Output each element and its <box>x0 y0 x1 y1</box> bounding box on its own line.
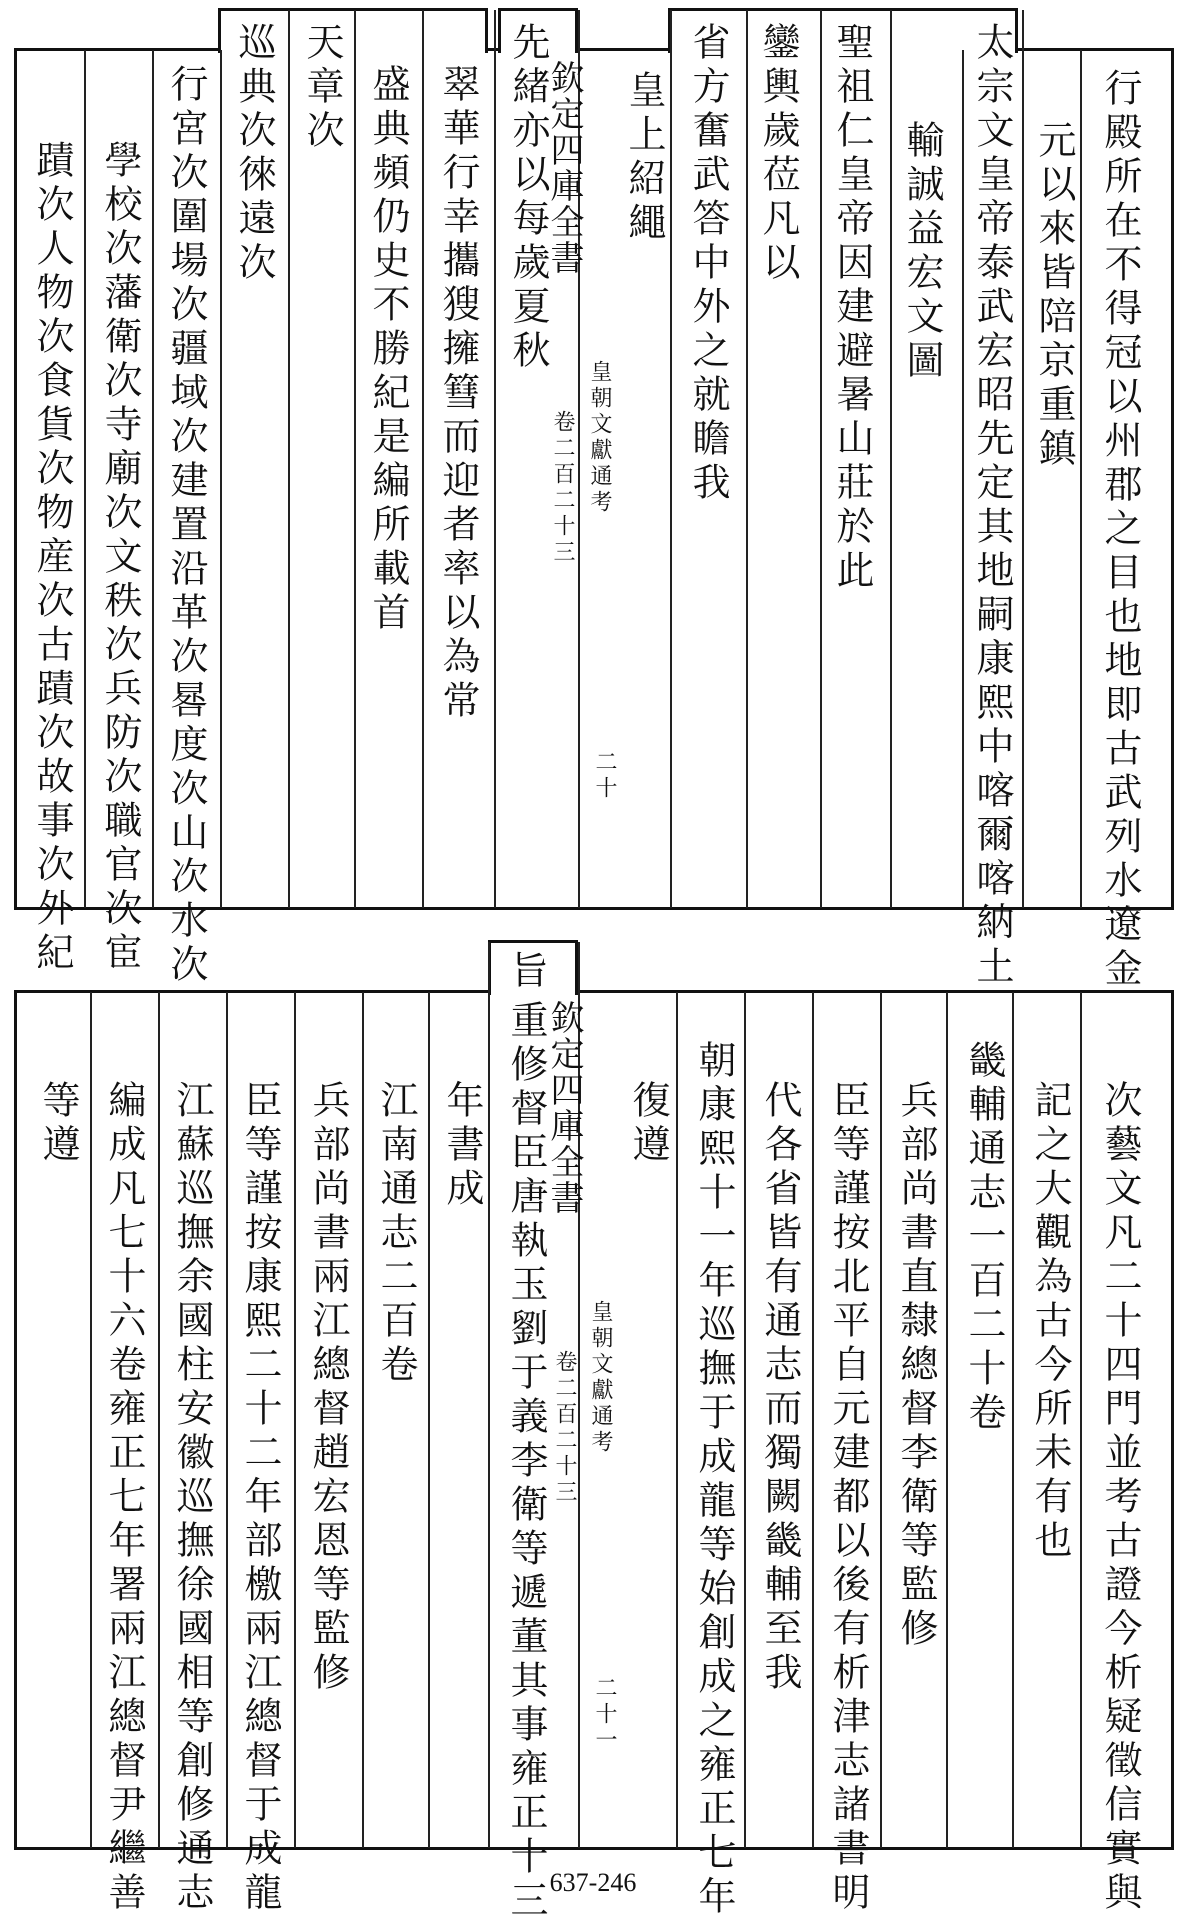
text-column: 聖祖仁皇帝因建避暑山莊於此 <box>830 22 874 594</box>
rule <box>226 992 228 1848</box>
text-column: 先緒亦以每歲夏秋 <box>506 22 550 374</box>
text-column: 江蘇巡撫余國柱安徽巡撫徐國相等創修通志 <box>170 1080 214 1916</box>
side-title: 皇朝文獻通考 <box>588 1300 613 1456</box>
rule <box>820 10 822 908</box>
rule <box>158 992 160 1848</box>
rule <box>744 992 746 1848</box>
rule <box>1012 992 1014 1848</box>
text-column: 編成凡七十六卷雍正七年署兩江總督尹繼善 <box>102 1080 146 1916</box>
text-column: 輸誠益宏文圖 <box>900 120 944 384</box>
rule <box>1080 50 1082 908</box>
rule <box>670 10 672 908</box>
text-column: 翠華行幸攜獀擁篲而迎者率以為常 <box>436 64 480 724</box>
page-footer-number: 637-246 <box>549 1868 637 1897</box>
rule <box>1022 10 1024 908</box>
side-page-number: 二十一 <box>592 1676 617 1754</box>
rule <box>90 992 92 1848</box>
text-column: 學校次藩衛次寺廟次文秩次兵防次職官次宦 <box>98 140 142 976</box>
rule <box>362 992 364 1848</box>
text-column: 省方奮武答中外之就瞻我 <box>686 22 730 506</box>
text-column: 年書成 <box>440 1080 484 1212</box>
text-column: 兵部尚書直隸總督李衛等監修 <box>894 1080 938 1652</box>
rule <box>152 50 154 908</box>
text-column: 畿輔通志一百二十卷 <box>962 1040 1006 1436</box>
rule <box>1080 992 1082 1848</box>
rule <box>294 992 296 1848</box>
rule <box>84 50 86 908</box>
text-column: 蹟次人物次食貨次物産次古蹟次故事次外紀 <box>30 140 74 976</box>
side-title: 皇朝文獻通考 <box>587 360 612 516</box>
rule <box>676 992 678 1848</box>
text-column: 江南通志二百卷 <box>374 1080 418 1388</box>
text-column: 行殿所在不得冠以州郡之目也地即古武列水遼金 <box>1098 68 1142 992</box>
text-column: 皇上紹繩 <box>622 70 666 246</box>
text-column: 元以來皆陪京重鎮 <box>1032 120 1076 472</box>
rule <box>962 50 964 908</box>
book-header: 欽定四庫全書 <box>544 1000 584 1216</box>
rule <box>288 10 290 908</box>
text-column: 次藝文凡二十四門並考古證今析疑徵信實與 <box>1098 1080 1142 1916</box>
text-column: 天章次 <box>300 22 344 154</box>
side-page-number: 二十 <box>592 750 617 802</box>
rule <box>946 992 948 1848</box>
text-column: 鑾輿歲莅凡以 <box>756 22 800 286</box>
text-column: 巡典次徠遠次 <box>232 22 276 286</box>
text-column: 朝康熙十一年巡撫于成龍等始創成之雍正七年 <box>692 1040 736 1920</box>
text-column: 旨 <box>504 950 548 994</box>
text-column: 兵部尚書兩江總督趙宏恩等監修 <box>306 1080 350 1696</box>
text-column: 太宗文皇帝泰武宏昭先定其地嗣康熙中喀爾喀納土 <box>970 22 1014 990</box>
rule <box>812 992 814 1848</box>
side-volume: 卷二百二十三 <box>552 1350 577 1506</box>
rule <box>354 10 356 908</box>
rule <box>428 992 430 1848</box>
text-column: 記之大觀為古今所未有也 <box>1028 1080 1072 1564</box>
text-column: 復遵 <box>626 1080 670 1168</box>
rule <box>746 10 748 908</box>
text-column: 代各省皆有通志而獨闕畿輔至我 <box>758 1080 802 1696</box>
rule <box>488 942 490 1848</box>
side-volume: 卷二百二十三 <box>550 410 575 566</box>
rule <box>880 992 882 1848</box>
text-column: 盛典頻仍史不勝紀是編所載首 <box>366 64 410 636</box>
text-column: 臣等謹按康熙二十二年部檄兩江總督于成龍 <box>238 1080 282 1916</box>
text-column: 臣等謹按北平自元建都以後有析津志諸書明 <box>826 1080 870 1916</box>
rule <box>220 50 222 908</box>
text-column: 重修督臣唐執玉劉于義李衛等遞董其事雍正十三 <box>504 1000 548 1924</box>
text-column: 等遵 <box>36 1080 80 1168</box>
rule <box>890 10 892 908</box>
book-header: 欽定四庫全書 <box>544 60 584 276</box>
rule <box>494 10 496 908</box>
rule <box>422 10 424 908</box>
text-column: 行宮次圍場次疆域次建置沿革次晷度次山次水次 <box>164 64 208 988</box>
